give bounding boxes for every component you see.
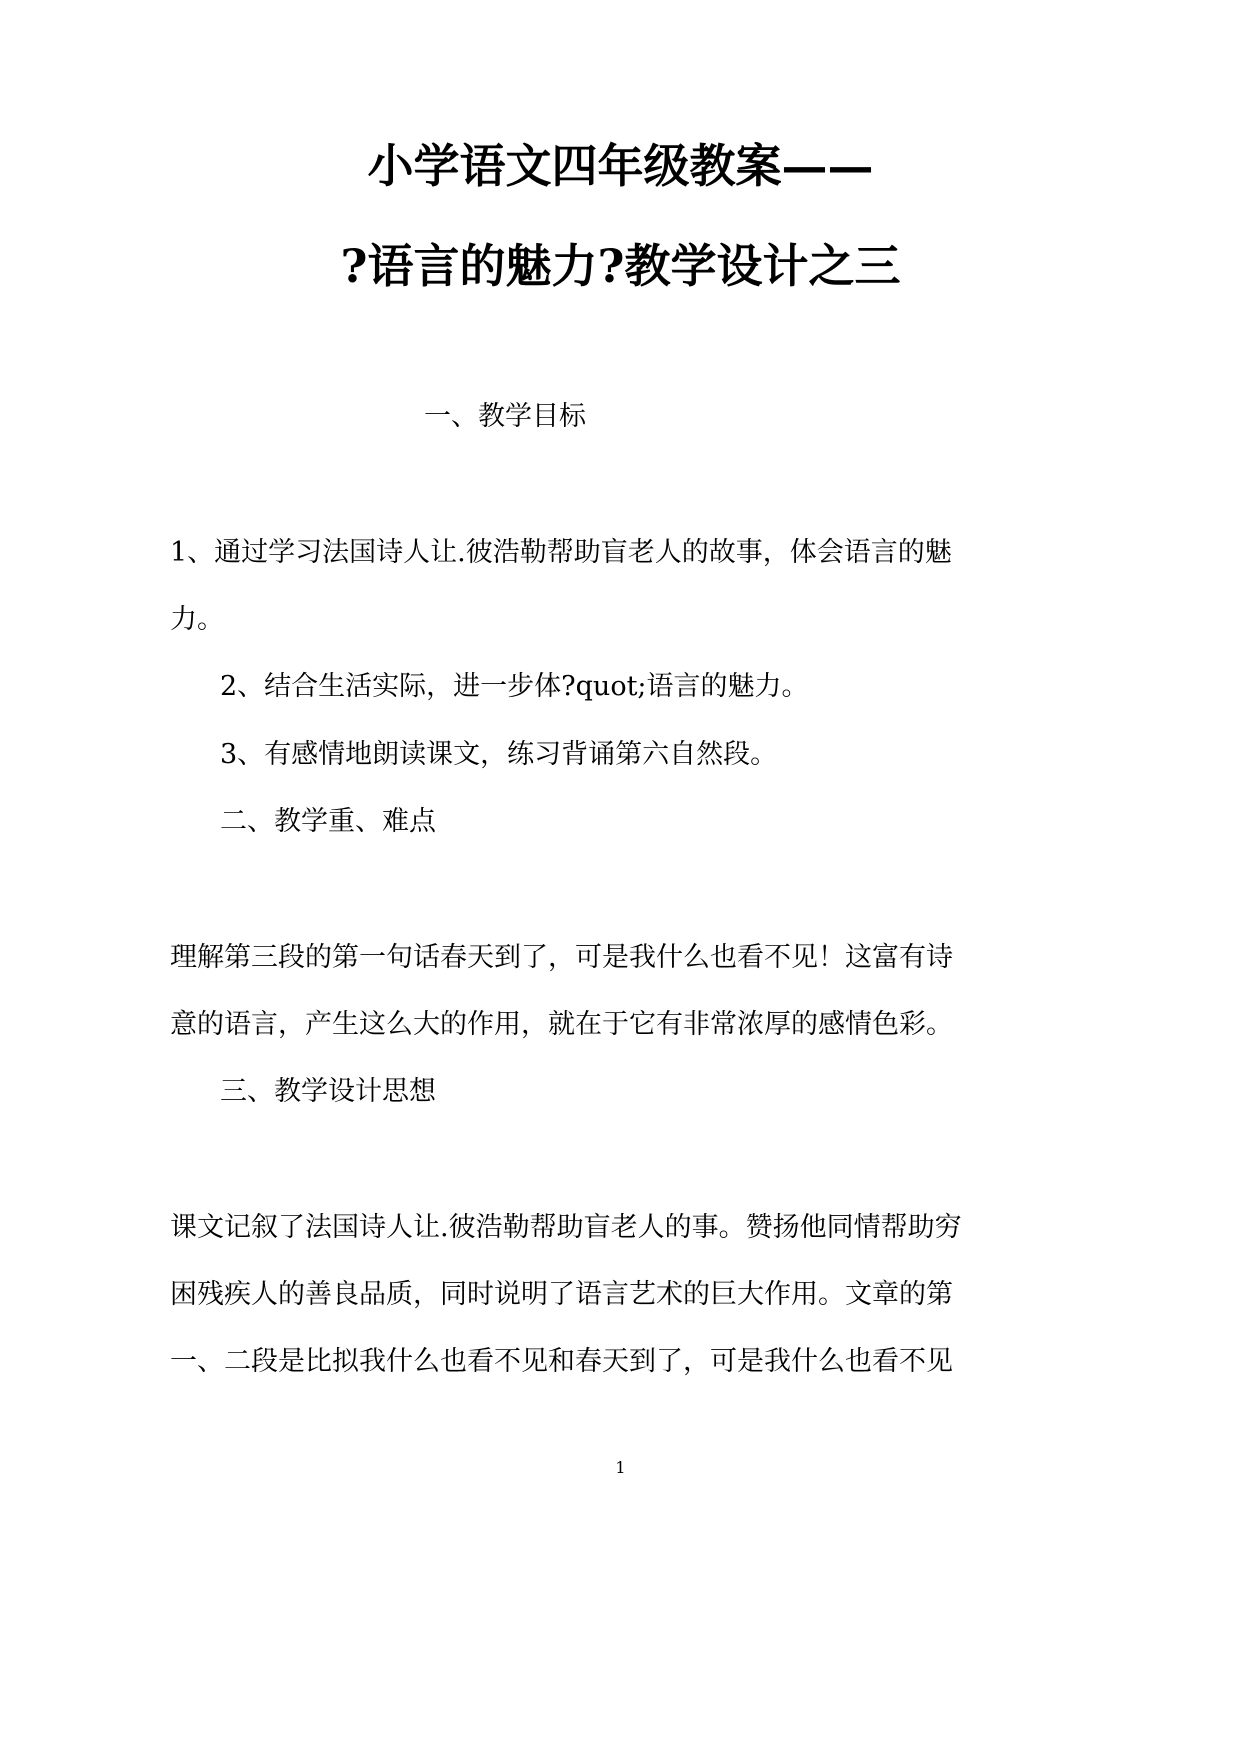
design-ideas-line-3: 一、二段是比拟我什么也看不见和春天到了，可是我什么也看不见 bbox=[170, 1346, 953, 1377]
section-heading-design-ideas: 三、教学设计思想 bbox=[220, 1076, 436, 1107]
design-ideas-line-2: 困残疾人的善良品质，同时说明了语言艺术的巨大作用。文章的第 bbox=[170, 1279, 953, 1310]
goal-3: 3、有感情地朗读课文，练习背诵第六自然段。 bbox=[220, 739, 778, 770]
section-heading-key-points: 二、教学重、难点 bbox=[220, 806, 436, 837]
key-points-line-2: 意的语言，产生这么大的作用，就在于它有非常浓厚的感情色彩。 bbox=[170, 1009, 953, 1040]
key-points-line-1: 理解第三段的第一句话春天到了，可是我什么也看不见！这富有诗 bbox=[170, 942, 953, 973]
goal-2: 2、结合生活实际，进一步体?quot;语言的魅力。 bbox=[220, 671, 809, 702]
title-line-1: 小学语文四年级教案—— bbox=[367, 139, 874, 193]
section-heading-teaching-goals: 一、教学目标 bbox=[424, 401, 586, 432]
goal-1-line-1: 1、通过学习法国诗人让.彼浩勒帮助盲老人的故事，体会语言的魅 bbox=[170, 537, 952, 568]
title-line-2: ?语言的魅力?教学设计之三 bbox=[340, 239, 901, 293]
goal-1-line-2: 力。 bbox=[170, 604, 224, 635]
page-number: 1 bbox=[615, 1458, 626, 1477]
design-ideas-line-1: 课文记叙了法国诗人让.彼浩勒帮助盲老人的事。赞扬他同情帮助穷 bbox=[170, 1212, 962, 1243]
